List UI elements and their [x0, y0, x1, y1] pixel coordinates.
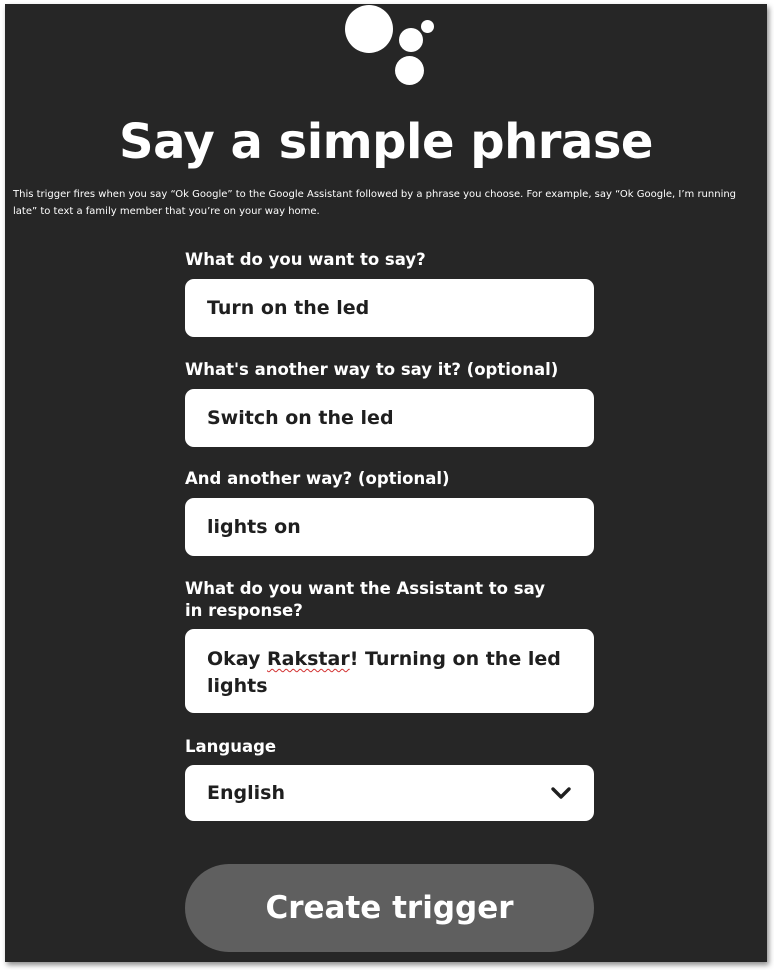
phrase-input-value: Turn on the led [207, 297, 370, 319]
google-assistant-logo-icon [335, 4, 445, 94]
language-selected-value: English [207, 782, 285, 804]
logo-dot-small [421, 20, 434, 33]
create-trigger-button[interactable] [185, 864, 594, 952]
logo-dot-bottom [395, 56, 424, 85]
trigger-panel [5, 4, 767, 962]
language-label: Language [185, 737, 277, 756]
create-trigger-label: Create trigger [265, 890, 514, 926]
another-phrase-label: And another way? (optional) [185, 469, 450, 488]
language-select[interactable] [185, 765, 594, 821]
phrase-label: What do you want to say? [185, 250, 426, 269]
alt-phrase-input-value: Switch on the led [207, 407, 394, 429]
logo-dot-large [345, 5, 393, 53]
response-label: What do you want the Assistant to say in response? [185, 579, 545, 620]
another-phrase-input-value: lights on [207, 516, 301, 538]
logo-dot-medium [399, 28, 423, 52]
spellcheck-flagged-word: Rakstar [267, 648, 350, 670]
trigger-description: This trigger fires when you say “Ok Google” to the Google Assistant followed by a phrase you choose. For example, say “Ok Google, I’m running late” to text a family member that you’re on your way home. [13, 189, 737, 217]
alt-phrase-input[interactable] [185, 389, 594, 447]
phrase-input[interactable] [185, 279, 594, 337]
chevron-down-icon [550, 782, 572, 804]
alt-phrase-label: What's another way to say it? (optional) [185, 360, 559, 379]
page-title: Say a simple phrase [119, 114, 653, 170]
response-input-value: Okay Rakstar! Turning on the led lights [207, 648, 561, 697]
another-phrase-input[interactable] [185, 498, 594, 556]
response-input[interactable] [185, 629, 594, 713]
